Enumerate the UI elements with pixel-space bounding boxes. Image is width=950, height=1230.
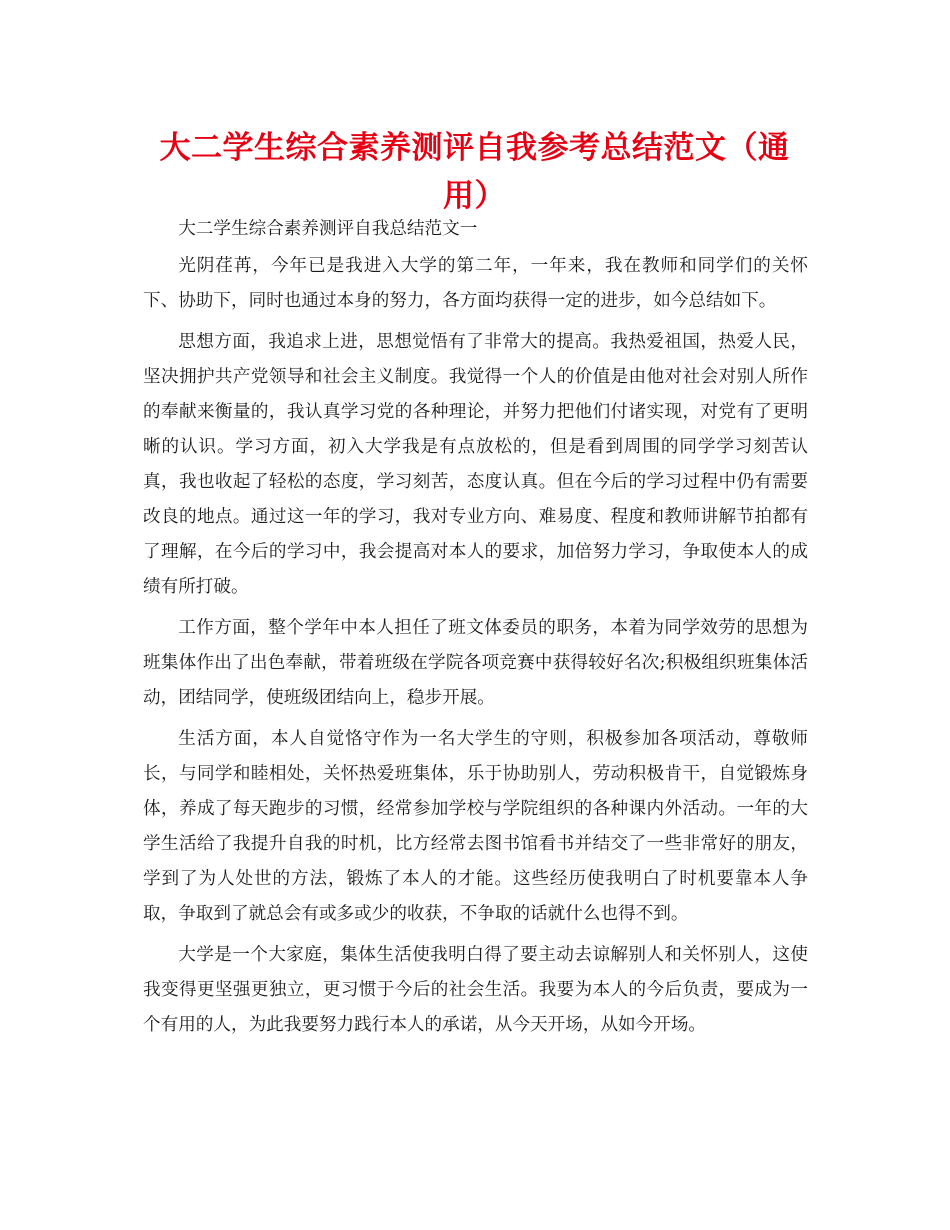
paragraph-conclusion: 大学是一个大家庭，集体生活使我明白得了要主动去谅解别人和关怀别人，这使我变得更坚强更独立，更习惯于今后的社会生活。我要为本人的今后负责，要成为一个有用的人，为此我要努力践行本人的承诺，从今天开场，从如今开场。 — [143, 945, 808, 1035]
paragraph-work: 工作方面，整个学年中本人担任了班文体委员的职务，本着为同学效劳的思想为班集体作出了出色奉献，带着班级在学院各项竞赛中获得较好名次;积极组织班集体活动，团结同学，使班级团结向上，稳步开展。 — [143, 618, 808, 708]
document-subtitle: 大二学生综合素养测评自我总结范文一 — [178, 219, 478, 239]
paragraph-thought-study: 思想方面，我追求上进，思想觉悟有了非常大的提高。我热爱祖国，热爱人民，坚决拥护共产党领导和社会主义制度。我觉得一个人的价值是由他对社会对别人所作的奉献来衡量的，我认真学习党的各种理论，并努力把他们付诸实现，对党有了更明晰的认识。学习方面，初入大学我是有点放松的，但是看到周围的同学学习刻苦认真，我也收起了轻松的态度，学习刻苦，态度认真。但在今后的学习过程中仍有需要改良的地点。通过这一年的学习，我对专业方向、难易度、程度和教师讲解节拍都有了理解，在今后的学习中，我会提高对本人的要求，加倍努力学习，争取使本人的成绩有所打破。 — [143, 332, 808, 597]
paragraph-intro: 光阴荏苒，今年已是我进入大学的第二年，一年来，我在教师和同学们的关怀下、协助下，同时也通过本身的努力，各方面均获得一定的进步，如今总结如下。 — [143, 256, 808, 311]
paragraph-life: 生活方面，本人自觉恪守作为一名大学生的守则，积极参加各项活动，尊敬师长，与同学和睦相处，关怀热爱班集体，乐于协助别人，劳动积极肯干，自觉锻炼身体，养成了每天跑步的习惯，经常参加学校与学院组织的各种课内外活动。一年的大学生活给了我提升自我的时机，比方经常去图书馆看书并结交了一些非常好的朋友，学到了为人处世的方法，锻炼了本人的才能。这些经历使我明白了时机要靠本人争取，争取到了就总会有或多或少的收获，不争取的话就什么也得不到。 — [143, 729, 808, 924]
document-body — [143, 212, 808, 1049]
document-title: 大二学生综合素养测评自我参考总结范文（通用） — [159, 130, 790, 214]
